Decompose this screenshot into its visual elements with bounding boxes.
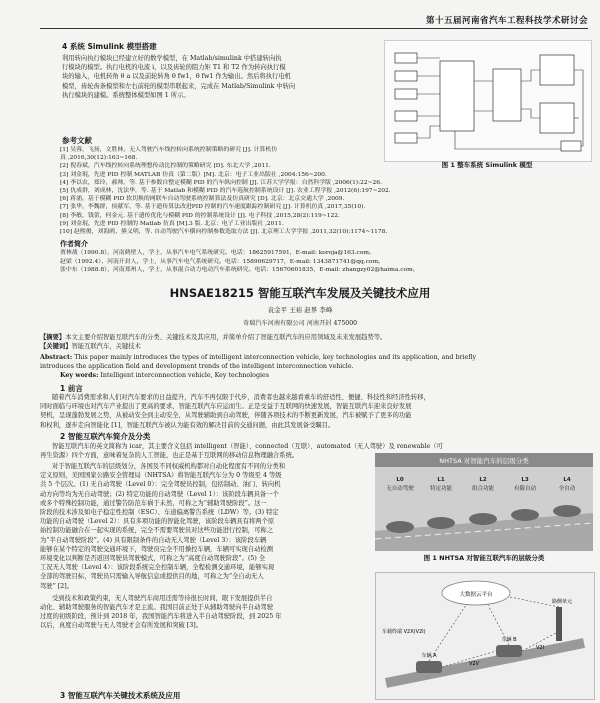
simulink-wheel-block: [540, 55, 574, 85]
section4-line: 模型，齿轮齿条模型和左右前轮的模型串联起来，完成在 Matlab/Simulink 中转向: [62, 82, 296, 90]
section2-line: 能够在某个特定的驾驶交通环境下，驾驶员完全不用操控车辆，车辆可实现自动检测: [40, 545, 273, 553]
section2-line: 对于智能互联汽车的层级划分，各国及不同权威机构都对自动化程度有不同的分类和: [52, 463, 285, 470]
level-name: 全自动: [558, 486, 576, 492]
paper-affiliation: 奇瑞汽车河南有限公司 河南开封 475000: [242, 320, 358, 327]
car-b-label: 车辆 B: [501, 637, 517, 643]
section2-line: 受到技术和政策约束，无人驾驶汽车商用还需等待很长时间，眼下发展提供半自: [52, 594, 273, 602]
section2-line: 工况无人驾驶（Level 4）：该阶段系统完全控制车辆，全程检测交通环境，能够实现: [40, 564, 275, 572]
figure3-v2x-diagram: [375, 572, 595, 700]
level-code: L0: [396, 477, 404, 483]
section2-intro-line: 再生资源）四个方面，意味着复杂的人工智能，也正是基于互联网的移动信息物理融合系统。: [40, 452, 299, 460]
section4-body: [62, 54, 380, 100]
abstract-en: [40, 353, 592, 381]
v2i-label: V2I: [536, 645, 545, 651]
reference-item: [3] 刘金琨，先进 PID 控制 MATLAB 仿真（第二版）[M]. 北京：电子工业出版社 ,2004:156~200.: [60, 171, 327, 178]
section2-line: 环境变化以判断是否返回驾驶员驾驶模式，可称之为“高度自动驾驶阶段”。(5) 全: [40, 555, 266, 563]
v2v-label: V2V: [469, 661, 480, 667]
level-code: L4: [563, 477, 571, 483]
reference-item: [8] 李敏，钱蕾，何金元. 基于遗传优化与模糊 PID 的控制系统设计 [J]. 电子科技 ,2015,28(2):119~122.: [60, 212, 340, 219]
figure1-caption: 图 1 整车系统 Simulink 模型: [441, 161, 533, 169]
level-name: 组合功能: [471, 486, 495, 492]
simulink-block: [395, 71, 417, 81]
reference-item: [5] 仇成群，刘成林，沈法华，等. 基于 Matlab 和模糊 PID 的汽车巡航控制系统设计 [J]. 农业工程学报 ,2012(6):197~202.: [60, 188, 391, 195]
keywords-en-label: Key words:: [60, 372, 99, 380]
section4-line: 执行模块的建模。系统整体模型如图 1 所示。: [62, 91, 190, 99]
reference-item: 真 ,2016,30(12):163~168.: [60, 155, 138, 162]
level-name: 特定功能: [429, 486, 453, 492]
author-line: 贾林战（1990.8），河南鹤壁人，学士，从事汽车电气系统研究。电话：18625917591，E-mail: koroja@163.com。: [60, 250, 375, 256]
keywords-cn-text: 智能互联汽车，关键技术: [71, 343, 141, 351]
section1-title: 1 前言: [60, 384, 83, 393]
section4-line: 块的输入，电机转角 θ a 以及前轮转角 θ fw1，θ fw1 作为输出。然后将执行电机: [62, 73, 291, 81]
section4-line: 行模块的模型。执行电机的电流 i，以及齿轮的阻力矩 T1 和 T2 作为转向执行模: [62, 64, 286, 72]
reference-item: [7] 张华，李魏群，侯献军，等. 基于遗传算法改进PID 控制的汽车速度跟踪控制研究 [J]. 计算机仿真 ,2017,35(10).: [60, 204, 366, 211]
level-code: L1: [437, 477, 445, 483]
reference-item: [6] 蒋浦，基于模糊 PID 软切换的网联车自动驾驶系统控制算法及仿真研究 [D]. 北京：北京交通大学 ,2009.: [60, 196, 345, 203]
section2-line: 功能的自动驾驶（Level 2）：具有多项功能的智能化驾驶，该阶段车辆具有将两个原: [40, 518, 275, 526]
nhtsa-illustration: [375, 453, 593, 551]
car-icon: [496, 645, 522, 657]
car-a-label: 车辆 A: [421, 653, 437, 659]
simulink-block: [395, 111, 417, 121]
simulink-block: [395, 89, 417, 99]
section2-line: 共 5 个层次。(1) 无自动驾驶（Level 0）：完全驾驶员控制，包括制动、油门、转向机: [40, 481, 281, 489]
section4-title: 4 系统 Simulink 模型搭建: [62, 42, 157, 51]
section3-title: 3 智能互联汽车关键技术系统及应用: [60, 691, 181, 700]
simulink-block: [395, 133, 417, 143]
abstract-cn-text: 本文主要介绍智能互联汽车的分类、关键技术及其应用，并简单介绍了智能互联汽车的应用领域及未来发展趋势等。: [65, 334, 387, 341]
section2-intro-line: 智能互联汽车的英文简称为 icar，其主要含义包括 intelligent（智能）、connected（互联）、automated（无人驾驶）及 renewable（可: [52, 443, 443, 450]
abstract-cn: [40, 333, 592, 351]
section2-line: 始控制功能融合在一起实现的系统，完全不需要驾驶员对这些功能进行控制，可称之: [40, 527, 273, 535]
section1-line: 契机，呈现蓬勃发展之势，从被动安全到主动安全，从驾驶辅助到自动驾驶，伴随各项技术的不断更新发展，汽车被赋予了更多的功能: [40, 412, 412, 420]
figure2-caption: 图 1 NHTSA 对智能互联汽车的层级分类: [423, 554, 545, 562]
section2-line: 以后，真度自动驾驶与无人驾驶才会有所发展和突破 [3]。: [40, 622, 203, 630]
authors-title: 作者简介: [60, 240, 88, 248]
abstract-en-label: Abstract:: [40, 354, 73, 361]
reference-item: [4] 李以农，郑玲，郝帅，等. 基于参数自整定模糊 PID 的汽车纵向控制 [J]. 江苏大学学报：自然科学版 ,2006(1):22~26.: [60, 179, 382, 186]
simulink-motor-block: [440, 61, 474, 131]
section2-line: 为“半自动驾驶阶段”。(4) 具有限制条件的自动无人驾驶（Level 3）：该阶段车辆: [40, 536, 267, 544]
figure2-nhtsa-levels: [375, 453, 593, 551]
level-code: L3: [521, 477, 529, 483]
figure2-banner: NHTSA 对智能汽车的层级分类: [439, 457, 529, 465]
section2-line: 或多个特殊控制功能，通过警告防范车祸于未然，可称之为“辅助驾驶阶段”。这一: [40, 499, 267, 507]
header-rule: [40, 28, 588, 29]
keywords-en-text: Intelligent interconnection vehicle, Key technologies: [100, 372, 269, 380]
abstract-en-line: introduces the application field and development trends of the intelligent interconnection vehicle.: [40, 363, 354, 371]
cloud-label: 大数据云平台: [459, 592, 493, 598]
author-info: [60, 249, 590, 275]
reference-list: [60, 146, 590, 236]
reference-item: [9] 刘金琨，先进 PID 控制的 Matlab 仿真 [M].3 版. 北京：电子工业出版社 ,2011.: [60, 220, 284, 227]
v2x-label: 车载终端 V2X(V2I): [382, 629, 426, 635]
section1-line: 随着汽车消费需求和人们对汽车要求的日益提升，汽车不再仅限于代步，消费者也越来越看重车的舒适性、便捷、科技性和经济性转移，: [52, 394, 430, 401]
section2-line: 驾驶” [2]。: [40, 582, 74, 590]
simulink-wheel-block: [540, 103, 574, 133]
section2-line: 定义原则，美国国家公路安全管理局（NHTSA）将智能互联汽车分为 0 等级至 4 等级: [40, 472, 282, 480]
simulink-rack-block: [493, 69, 521, 121]
references-title: 参考文献: [62, 136, 92, 145]
section1-body: [40, 393, 592, 430]
abstract-en-line: This paper mainly introduces the types of intelligent interconnection vehicle, key technologies and its application, and briefly: [74, 354, 477, 361]
rsu-label: 路侧单元: [551, 599, 573, 605]
section2-line: 动方向等均为无自动驾驶；(2) 特定功能的自动驾驶（Level 1）：该阶段车辆具备一个: [40, 490, 279, 498]
rsu-icon: [556, 607, 562, 641]
running-head: 第十五届河南省汽车工程科技学术研讨会: [425, 16, 588, 26]
section2-line: 过度的初级阶段，预计到 2018 年，我国智能汽车将进入半自动驾驶阶段，到 2025 年: [40, 613, 282, 621]
level-code: L2: [479, 477, 487, 483]
paper-title: HNSAE18215 智能互联汽车发展及关键技术应用: [169, 286, 431, 300]
v2x-illustration: [376, 573, 594, 699]
simulink-diagram: [385, 41, 591, 161]
keywords-cn-label: 【关键词】: [40, 343, 72, 351]
car-icon: [416, 661, 442, 673]
simulink-block: [395, 53, 417, 63]
section2-line: 全部的驾驶目标，驾驶员只需输入导航信息或提供目的地，可称之为“全自动无人: [40, 573, 264, 581]
author-line: 赵梁（1992.4），河南开封人，学士，从事汽车电气系统研究。电话：15890629717，E-mail: 1343871741@qq.com。: [60, 258, 384, 265]
section2-column: [40, 462, 370, 631]
abstract-cn-label: 【摘要】: [40, 334, 66, 341]
level-name: 有限自动: [513, 486, 537, 492]
reference-item: [1] 吴蓉，飞扬，文胜林，无人驾驶汽车线控转向系统控制策略的研究 [J]. 计算机仿: [60, 147, 278, 153]
reference-item: [2] 倪春斌，汽车线控转向系统理想传动比控制的策略研究 [D]. 东北大学 ,2011.: [60, 163, 271, 170]
section4-line: 利用转向执行模块已经建立好的数学模型，在 Matlab/simulink 中搭建转向执: [62, 55, 282, 62]
reference-item: [10] 赵熙俊，刘海鸥，熊义明，等. 自动驾驶汽车横向控制参数选取方法 [J]. 北京理工大学学报 ,2011,32(10):1174~1178.: [60, 229, 388, 236]
section2-line: 动化、辅助驾驶服务的智能汽车才是主流。我国目前正处于从辅助驾驶向半自动驾驶: [40, 604, 273, 612]
section2-title: 2 智能互联汽车简介及分类: [60, 432, 151, 441]
section1-line: 和权利，逐步走向智能化 [1]，智能互联汽车被认为能有效的解决目前的交通问题，由此其发展备受瞩目。: [40, 421, 335, 429]
paper-authors: 袁金平 王裕 赵界 李峰: [267, 306, 333, 314]
section1-line: 同时面临与环境也对汽车产业提出了更高的要求，智能互联汽车应运而生。正是受益于互联网的快速发展，智能互联汽车迎来良好发展: [40, 403, 412, 411]
section2-line: 阶段的技术涉及如电子稳定性控制（ESC）、车道偏离警告系统（LDW）等。(3) 特定: [40, 509, 279, 517]
figure1-simulink-model: [384, 40, 592, 162]
level-name: 无自动驾驶: [386, 486, 414, 492]
author-line: 张中东（1988.8），河南郑州人，学士，从事混合动力电动汽车系统研究。电话：15670601835，E-mail: zhangzy02@haima.com。: [60, 267, 419, 274]
